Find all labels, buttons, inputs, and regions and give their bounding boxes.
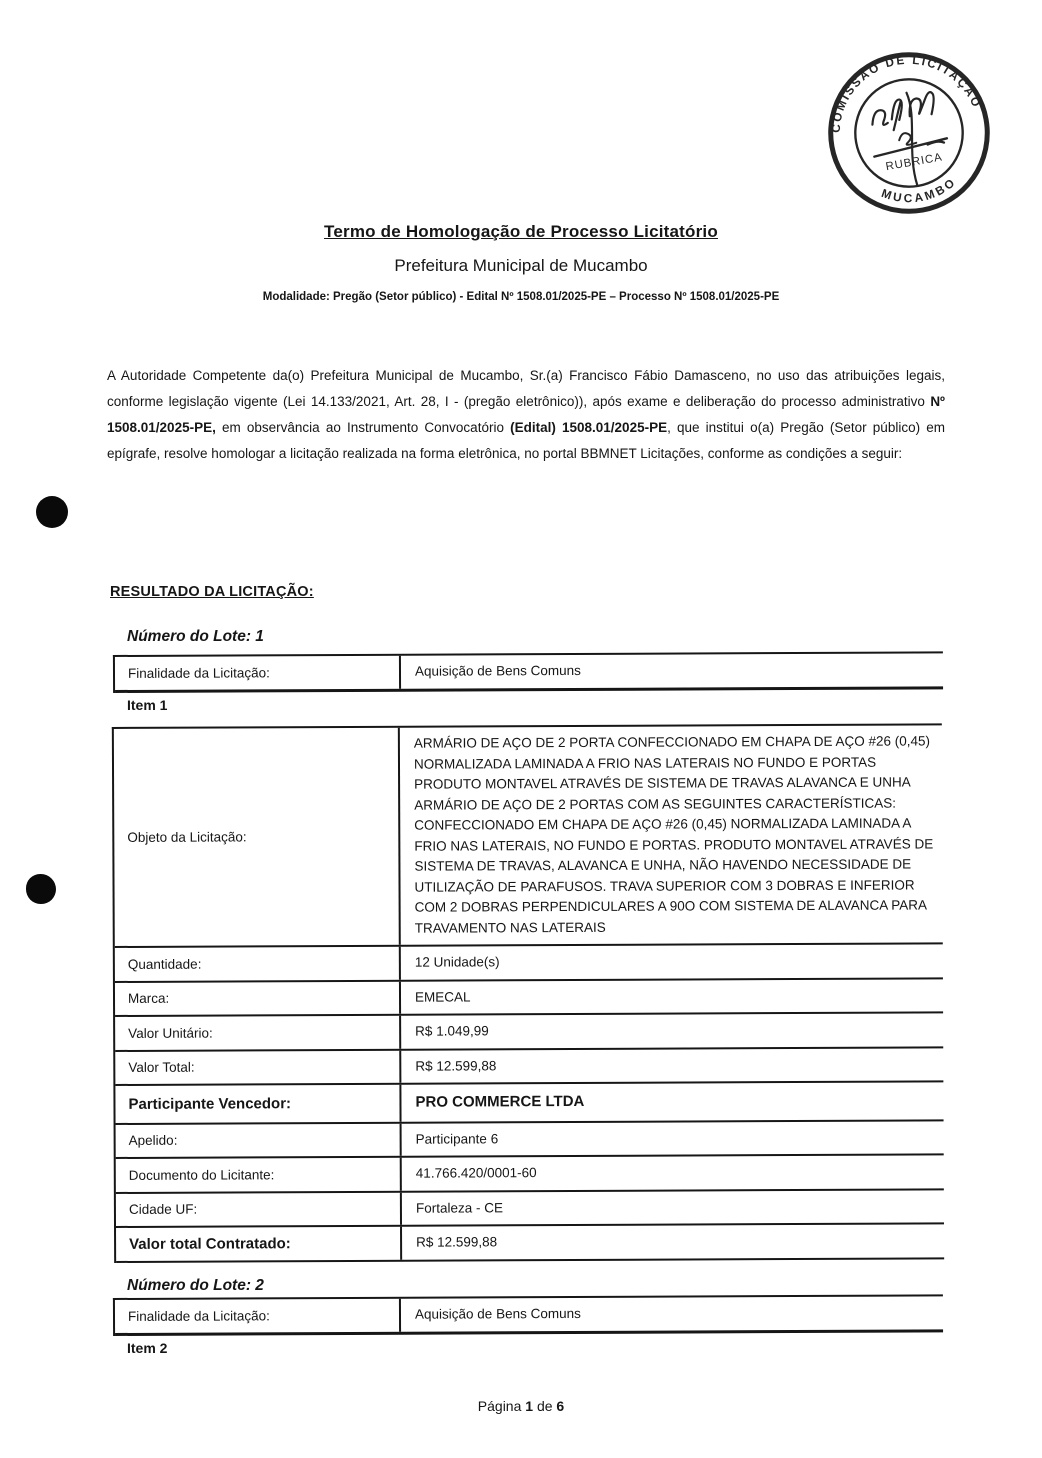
stamp-rubrica-label: RUBRICA (884, 151, 944, 174)
text-segment: 1 (525, 1398, 534, 1414)
text-segment: Nº 1508.01/2025-PE, (107, 394, 945, 435)
commission-stamp (804, 28, 1015, 239)
field-label: Objeto da Licitação: (127, 829, 247, 845)
field-value: Participante 6 (400, 1121, 944, 1156)
field-label: Finalidade da Licitação: (127, 1308, 270, 1324)
text-segment: 6 (556, 1398, 565, 1414)
field-value: R$ 12.599,88 (400, 1224, 944, 1259)
table-row (115, 1082, 943, 1124)
field-value: R$ 1.049,99 (399, 1013, 943, 1048)
table-row (116, 1121, 944, 1159)
page-number (0, 1398, 1042, 1414)
field-value: PRO COMMERCE LTDA (399, 1082, 943, 1121)
field-value: 12 Unidade(s) (399, 944, 943, 979)
modalidade-line: Modalidade: Pregão (Setor público) - Edital Nº 1508.01/2025-PE – Processo Nº 1508.01/2025-PE (262, 291, 780, 303)
field-label: Apelido: (128, 1132, 178, 1149)
field-value: Aquisição de Bens Comuns (399, 653, 943, 688)
lote2-item-label: Item 2 (127, 1340, 168, 1356)
field-label: Finalidade da Licitação: (127, 665, 270, 681)
text-segment: A Autoridade Competente da(o) Prefeitura Municipal de Mucambo, Sr.(a) Francisco Fábio Damasceno, no uso das atribuições legais, conforme legislação vigente (Lei 14.133/2021, Art. 28, I - (pregão eletrônico)), após exame e deliberação do processo administrativo (107, 368, 945, 409)
field-label: Valor Unitário: (128, 1025, 213, 1041)
text-segment: (Edital) 1508.01/2025-PE (510, 420, 668, 435)
stamp-inner-ring (847, 71, 971, 195)
field-value: Aquisição de Bens Comuns (399, 1296, 943, 1331)
table-row (116, 1190, 944, 1228)
field-label: Quantidade: (127, 956, 202, 972)
stamp-bottom-text: MUCAMBO (879, 174, 960, 206)
hole-punch-mark (36, 496, 68, 528)
field-label: Valor Total: (128, 1059, 195, 1076)
text-segment: , que institui o(a) Pregão (Setor público) em epígrafe, resolve homologar a licitação realizada na forma eletrônica, no portal BBMNET Licitações, conforme as condições a seguir: (107, 420, 945, 461)
table-row (115, 1048, 943, 1086)
document-subtitle: Prefeitura Municipal de Mucambo (394, 256, 648, 275)
table-row (116, 1224, 944, 1263)
table-row (114, 725, 943, 948)
table-row (115, 944, 943, 982)
table-row (115, 979, 943, 1017)
hole-punch-mark (26, 874, 56, 904)
field-value: ARMÁRIO DE AÇO DE 2 PORTA CONFECCIONADO EM CHAPA DE AÇO #26 (0,45) NORMALIZADA LAMINADA A FRIO NAS LATERAIS NO FUNDO E PORTAS PRODUTO MONTAVEL ATRAVÉS DE SISTEMA DE TRAVAS ALAVANCA E UNHA ARMÁRIO DE AÇO DE 2 PORTAS COM AS SEGUINTES CARACTERÍSTICAS: CONFECCIONADO EM CHAPA DE AÇO #26 (0,45) NORMALIZADA LAMINADA A FRIO NAS LATERAIS, NO FUNDO E PORTAS. PRODUTO MONTAVEL ATRAVÉS DE SISTEMA DE TRAVAS, ALAVANCA E UNHA, NÃO HAVENDO NECESSIDADE DE UTILIZAÇÃO DE PARAFUSOS. TRAVA SUPERIOR COM 3 DOBRAS E INFERIOR COM 2 DOBRAS PERPENDICULARES A 90O COM SISTEMA DE ALAVANCA PARA TRAVAMENTO NAS LATERAIS (398, 725, 943, 944)
field-label: Documento do Licitante: (128, 1167, 275, 1183)
text-segment: de (533, 1398, 557, 1414)
table-row (115, 653, 943, 692)
table-row (115, 1296, 943, 1335)
stamp-top-text: COMISSÃO DE LICITAÇÃO (828, 52, 985, 134)
document-title: Termo de Homologação de Processo Licitatório (324, 222, 718, 241)
text-segment: Página (477, 1398, 526, 1414)
field-value: 41.766.420/0001-60 (400, 1155, 944, 1190)
table-row (116, 1155, 944, 1193)
lote2-finalidade-table (113, 1294, 943, 1335)
lote1-item-label: Item 1 (127, 697, 168, 713)
table-row (115, 1013, 943, 1051)
intro-paragraph (107, 363, 945, 467)
lote1-detail-table (112, 723, 944, 1263)
field-value: EMECAL (399, 979, 943, 1014)
lote1-heading: Número do Lote: 1 (127, 628, 264, 645)
field-value: R$ 12.599,88 (399, 1048, 943, 1083)
field-label: Valor total Contratado: (129, 1235, 291, 1253)
result-heading: RESULTADO DA LICITAÇÃO: (110, 584, 314, 600)
lote2-heading: Número do Lote: 2 (127, 1277, 264, 1294)
lote1-finalidade-table (113, 651, 943, 692)
text-segment: em observância ao Instrumento Convocatório (215, 420, 511, 435)
field-label: Participante Vencedor: (128, 1094, 292, 1113)
field-label: Marca: (127, 991, 170, 1007)
field-value: Fortaleza - CE (400, 1190, 944, 1225)
field-label: Cidade UF: (128, 1201, 198, 1218)
